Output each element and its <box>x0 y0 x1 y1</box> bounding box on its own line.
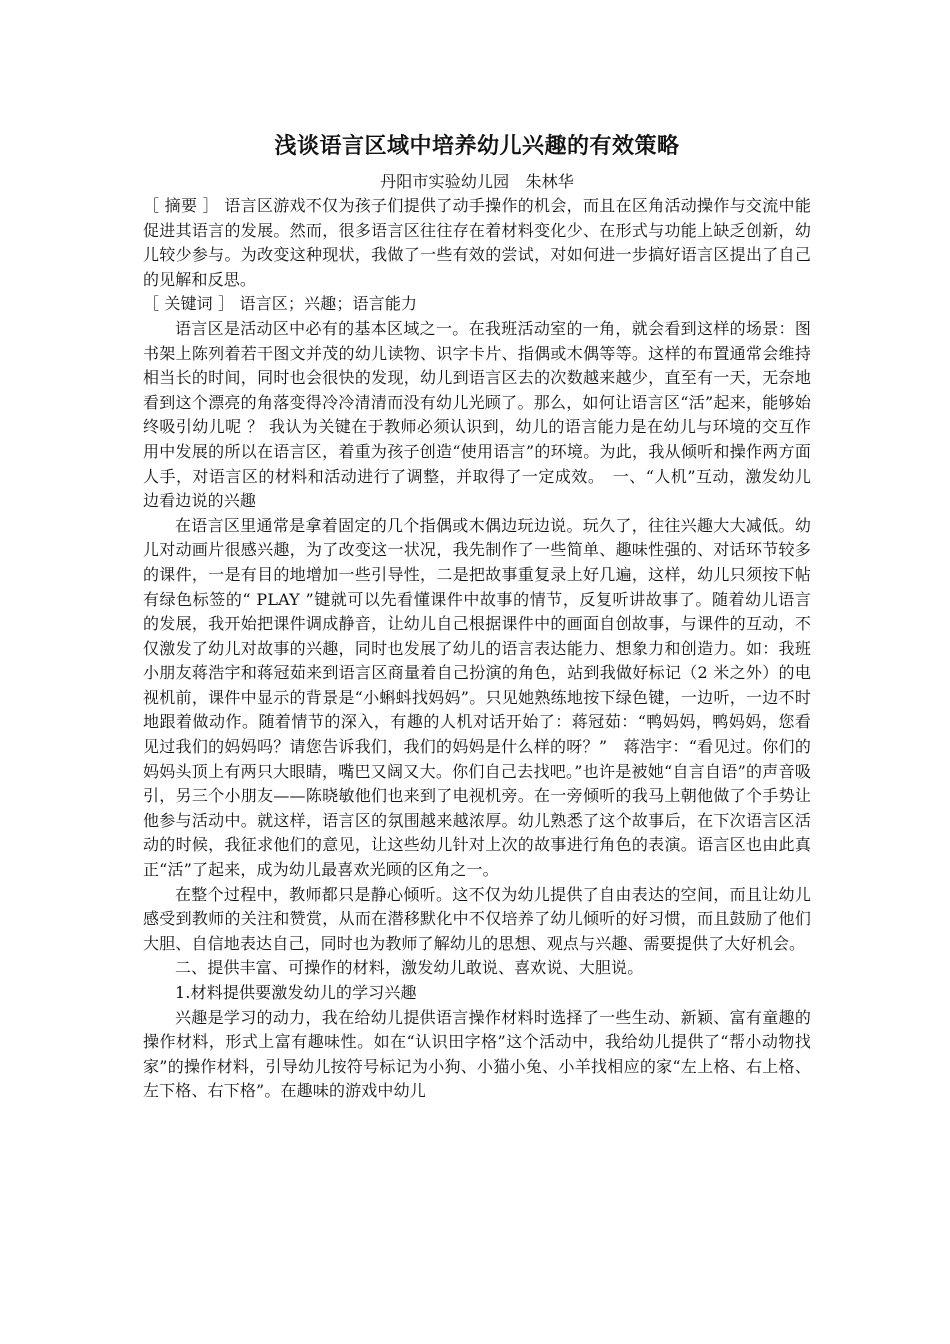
body-paragraph-1: 语言区是活动区中必有的基本区域之一。在我班活动室的一角，就会看到这样的场景：图书架上陈列着若干图文并茂的幼儿读物、识字卡片、指偶或木偶等等。这样的布置通常会维持相当长的时间，同时也会很快的发现，幼儿到语言区去的次数越来越少，直至有一天，无奈地看到这个漂亮的角落变得冷冷清清而没有幼儿光顾了。那么，如何让语言区“活”起来，能够始终吸引幼儿呢 ？ 我认为关键在于教师必须认识到，幼儿的语言能力是在幼儿与环境的交互作用中发展的所以在语言区，着重为孩子创造“使用语言”的环境。为此，我从倾听和操作两方面人手，对语言区的材料和活动进行了调整，并取得了一定成效。 一、“人机”互动，激发幼儿边看边说的兴趣 <box>143 318 811 511</box>
body-paragraph-2: 在语言区里通常是拿着固定的几个指偶或木偶边玩边说。玩久了，往往兴趣大大减低。幼儿对动画片很感兴趣，为了改变这一状况，我先制作了一些简单、趣味性强的、对话环节较多的课件，一是有目的地增加一些引导性，二是把故事重复录上好几遍，这样，幼儿只须按下帖有绿色标签的“ PLAY ”键就可以先看懂课件中故事的情节，反复听讲故事了。随着幼儿语言的发展，我开始把课件调成静音，让幼儿自己根据课件中的画面自创故事，与课件的互动，不仅激发了幼儿对故事的兴趣，同时也发展了幼儿的语言表达能力、想象力和创造力。如：我班小朋友蒋浩宇和蒋冠茹来到语言区商量着自己扮演的角色，站到我做好标记（2 米之外）的电视机前，课件中显示的背景是“小蝌蚪找妈妈”。只见她熟练地按下绿色键，一边听，一边不时地跟着做动作。随着情节的深入，有趣的人机对话开始了：蒋冠茹：“鸭妈妈，鸭妈妈，您看见过我们的妈妈吗？请您告诉我们，我们的妈妈是什么样的呀？” 蒋浩宇：“看见过。你们的妈妈头顶上有两只大眼睛，嘴巴又阔又大。你们自己去找吧。”也许是被她“自言自语”的声音吸引，另三个小朋友——陈晓敏他们也来到了电视机旁。在一旁倾听的我马上朝他做了个手势让他参与活动中。就这样，语言区的氛围越来越浓厚。幼儿熟悉了这个故事后，在下次语言区活动的时候，我征求他们的意见，让这些幼儿针对上次的故事进行角色的表演。语言区也由此真正“活”了起来，成为幼儿最喜欢光顾的区角之一。 <box>143 515 811 880</box>
document-title: 浅谈语言区域中培养幼儿兴趣的有效策略 <box>274 134 680 159</box>
section-heading-2: 二、提供丰富、可操作的材料，激发幼儿敢说、喜欢说、大胆说。 <box>175 958 644 978</box>
keywords-label: ［ 关键词 ］ <box>143 294 235 314</box>
abstract-label: ［ 摘要 ］ <box>143 196 219 215</box>
keywords-text: 语言区；兴趣；语言能力 <box>239 294 418 314</box>
body-paragraph-4: 兴趣是学习的动力，我在给幼儿提供语言操作材料时选择了一些生动、新颖、富有童趣的操作材料，形式上富有趣味性。如在“认识田字格”这个活动中，我给幼儿提供了“帮小动物找家”的操作材料，引导幼儿按符号标记为小狗、小猫小兔、小羊找相应的家“左上格、右上格、左下格、右下格”。在趣味的游戏中幼儿 <box>143 1007 811 1101</box>
author-line: 丹阳市实验幼儿园 朱林华 <box>380 172 574 191</box>
keywords <box>143 292 811 317</box>
subsection-heading-1: 1.材料提供要激发幼儿的学习兴趣 <box>175 983 417 1002</box>
abstract-text: 语言区游戏不仅为孩子们提供了动手操作的机会，而且在区角活动操作与交流中能促进其语言的发展。然而，很多语言区往往存在着材料变化少、在形式与功能上缺乏创新，幼儿较少参与。为改变这种现状，我做了一些有效的尝试，对如何进一步搞好语言区提出了自己的见解和反思。 <box>143 196 811 289</box>
abstract <box>143 194 811 292</box>
body-paragraph-3: 在整个过程中，教师都只是静心倾听。这不仅为幼儿提供了自由表达的空间，而且让幼儿感受到教师的关注和赞赏，从而在潜移默化中不仅培养了幼儿倾听的好习惯，而且鼓励了他们大胆、自信地表达自己，同时也为教师了解幼儿的思想、观点与兴趣、需要提供了大好机会。 <box>143 884 811 953</box>
document-page <box>143 130 811 1104</box>
